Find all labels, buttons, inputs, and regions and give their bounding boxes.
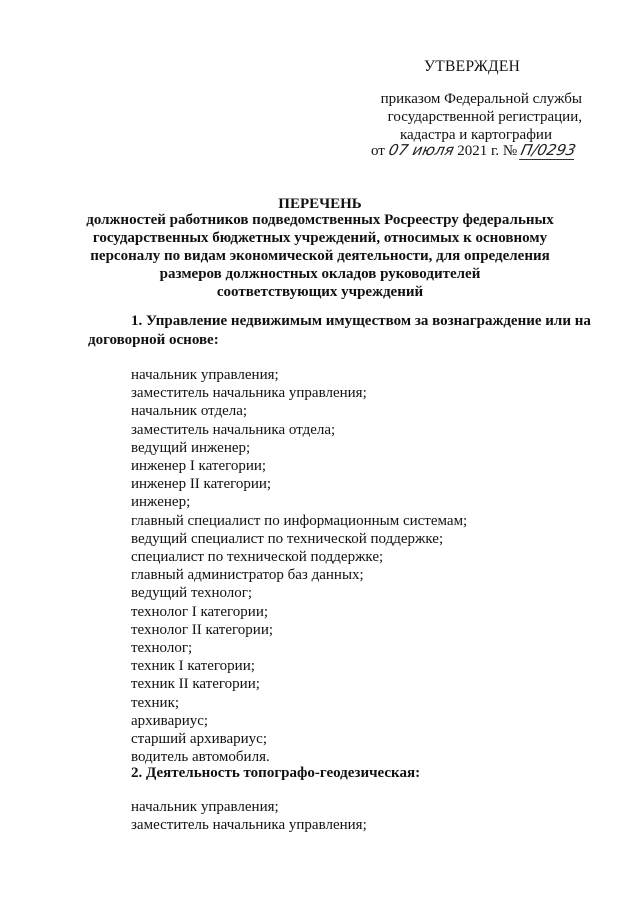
date-year: 2021 г. № [457, 143, 518, 159]
list-item: ведущий специалист по технической поддержке; [131, 530, 444, 547]
date-prefix: от [371, 143, 385, 159]
list-item: инженер; [131, 494, 191, 511]
approval-date [371, 141, 576, 160]
document-title: ПЕРЕЧЕНЬ [278, 196, 362, 212]
document-subtitle-3: персоналу по видам экономической деятельности, для определения [90, 248, 550, 264]
list-item: инженер II категории; [131, 476, 272, 493]
section-2-list [131, 798, 367, 834]
handwritten-date: 07 июля [386, 141, 456, 159]
list-item: ведущий инженер; [131, 439, 251, 456]
list-item: техник II категории; [131, 676, 260, 693]
list-item: заместитель начальника управления; [131, 817, 367, 834]
list-item: технолог I категории; [131, 603, 269, 620]
list-item: техник I категории; [131, 658, 255, 675]
document-subtitle-1: должностей работников подведомственных Росреестру федеральных [86, 212, 554, 228]
list-item: ведущий технолог; [131, 585, 253, 602]
list-item: технолог II категории; [131, 621, 274, 638]
list-item: технолог; [131, 640, 193, 657]
list-item: специалист по технической поддержке; [131, 549, 384, 566]
section-1-heading-cont: договорной основе: [88, 332, 219, 348]
list-item: начальник управления; [131, 367, 279, 383]
list-item: архивариус; [131, 712, 209, 729]
approval-line-3: кадастра и картографии [399, 127, 552, 143]
approval-line-1: приказом Федеральной службы [380, 91, 582, 107]
section-1-list [131, 366, 467, 766]
list-item: старший архивариус; [131, 731, 267, 748]
document-subtitle-4: размеров должностных окладов руководителей [159, 266, 481, 282]
approval-line-2: государственной регистрации, [387, 109, 582, 125]
list-item: начальник управления; [131, 799, 279, 815]
list-item: главный специалист по информационным системам; [131, 512, 468, 529]
list-item: водитель автомобиля. [131, 749, 270, 766]
section-2-heading: 2. Деятельность топографо-геодезическая: [131, 765, 421, 781]
document-subtitle-2: государственных бюджетных учреждений, относимых к основному [92, 230, 548, 246]
list-item: начальник отдела; [131, 403, 248, 420]
list-item: заместитель начальника отдела; [131, 421, 336, 438]
handwritten-number: П/0293 [519, 141, 578, 159]
document-subtitle-5: соответствующих учреждений [216, 284, 424, 300]
approval-title: УТВЕРЖДЕН [424, 58, 521, 75]
list-item: главный администратор баз данных; [131, 567, 364, 584]
section-1-heading: 1. Управление недвижимым имуществом за вознаграждение или на [131, 313, 591, 329]
list-item: инженер I категории; [131, 458, 267, 475]
list-item: заместитель начальника управления; [131, 385, 367, 402]
list-item: техник; [131, 694, 180, 711]
